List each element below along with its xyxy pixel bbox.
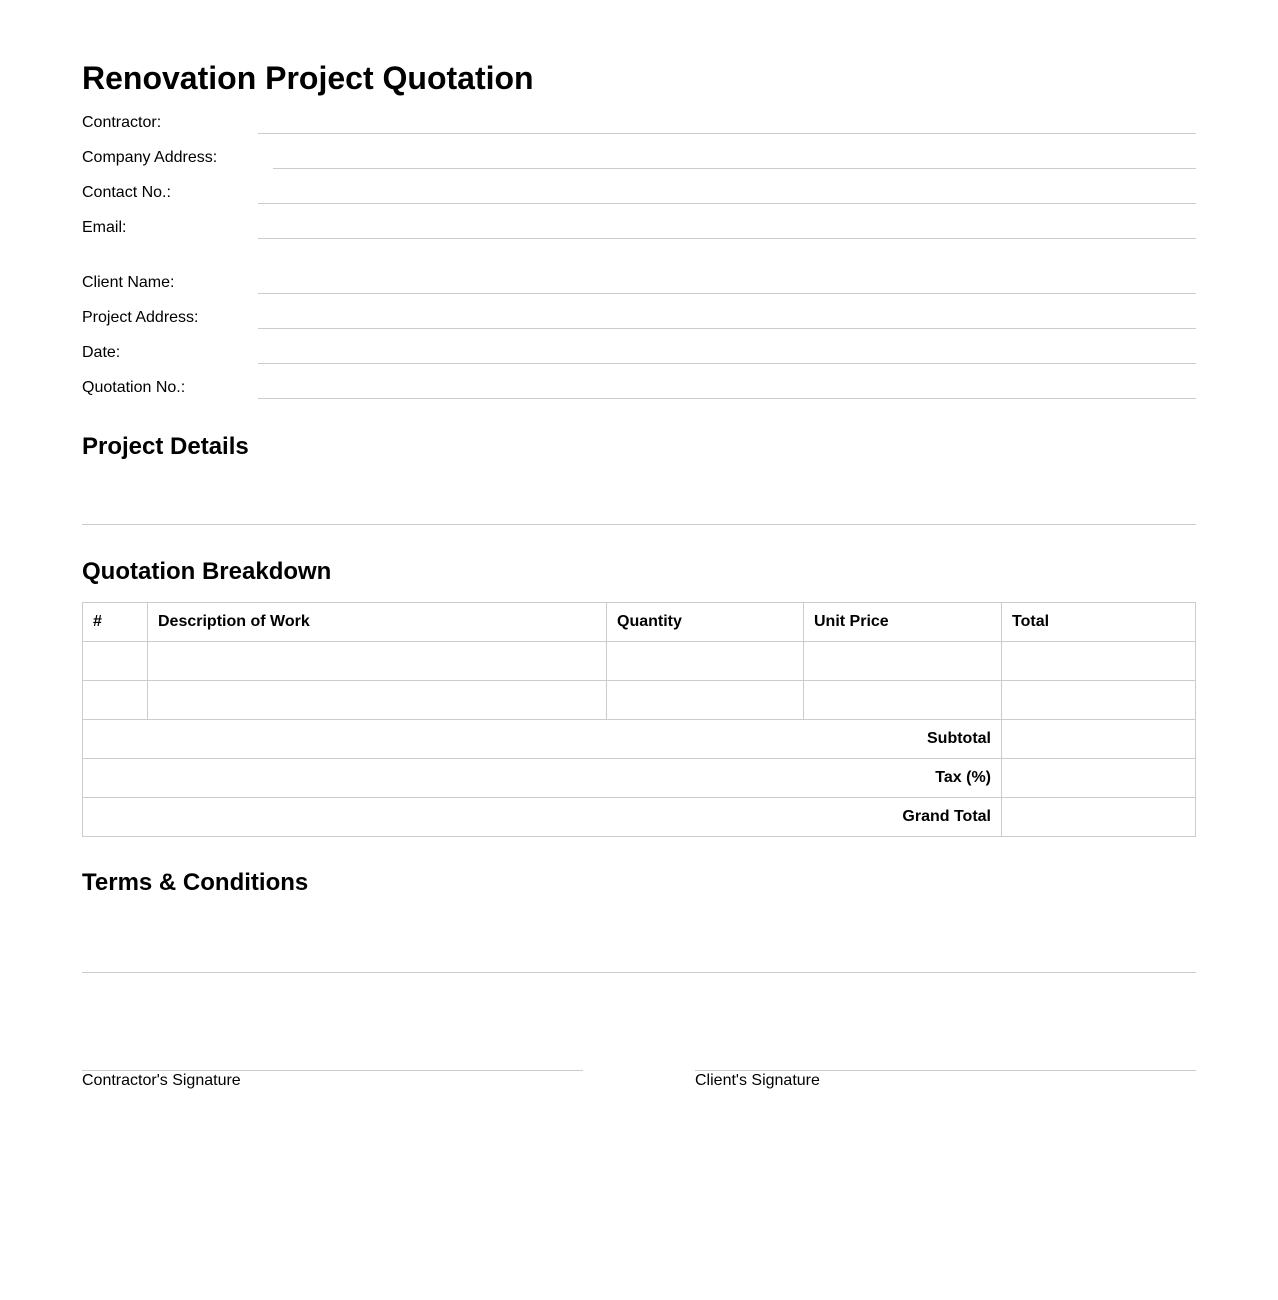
terms-area[interactable] <box>82 972 1196 973</box>
tax-value[interactable] <box>1002 759 1196 798</box>
field-label: Date: <box>82 344 121 361</box>
table-row <box>83 642 1196 681</box>
grand-total-value[interactable] <box>1002 798 1196 837</box>
grand-total-row <box>83 798 1196 837</box>
field-label: Client Name: <box>82 274 175 291</box>
project-details-heading: Project Details <box>82 433 249 460</box>
grand-total-label: Grand Total <box>83 798 1002 837</box>
col-header-total: Total <box>1002 603 1196 642</box>
quotation-table <box>82 602 1196 837</box>
project-details-area[interactable] <box>82 524 1196 525</box>
col-header-number: # <box>83 603 148 642</box>
field-label: Quotation No.: <box>82 379 186 396</box>
subtotal-row <box>83 720 1196 759</box>
quotation-no-input-line[interactable] <box>258 398 1196 399</box>
cell-unit-price[interactable] <box>804 681 1002 720</box>
contact-no-input-line[interactable] <box>258 203 1196 204</box>
field-client-name <box>82 273 1196 308</box>
field-contact-no <box>82 183 1196 218</box>
cell-total[interactable] <box>1002 642 1196 681</box>
field-contractor <box>82 113 1196 148</box>
cell-quantity[interactable] <box>607 642 804 681</box>
col-header-description: Description of Work <box>148 603 607 642</box>
field-quotation-no <box>82 378 1196 413</box>
cell-total[interactable] <box>1002 681 1196 720</box>
project-address-input-line[interactable] <box>258 328 1196 329</box>
field-company-address <box>82 148 1196 183</box>
cell-description[interactable] <box>148 642 607 681</box>
contractor-signature-line[interactable] <box>82 1070 583 1091</box>
client-signature-line[interactable] <box>695 1070 1196 1091</box>
field-label: Company Address: <box>82 149 218 166</box>
col-header-unit-price: Unit Price <box>804 603 1002 642</box>
field-label: Contractor: <box>82 114 162 131</box>
tax-row <box>83 759 1196 798</box>
cell-unit-price[interactable] <box>804 642 1002 681</box>
contractor-input-line[interactable] <box>258 133 1196 134</box>
field-project-address <box>82 308 1196 343</box>
table-header-row <box>83 603 1196 642</box>
contractor-signature-label: Contractor's Signature <box>82 1072 241 1089</box>
company-address-input-line[interactable] <box>273 168 1196 169</box>
field-label: Contact No.: <box>82 184 171 201</box>
cell-number[interactable] <box>83 642 148 681</box>
terms-heading: Terms & Conditions <box>82 869 309 896</box>
field-label: Email: <box>82 219 127 236</box>
table-row <box>83 681 1196 720</box>
client-signature-label: Client's Signature <box>695 1072 820 1089</box>
page-title: Renovation Project Quotation <box>82 60 534 96</box>
client-name-input-line[interactable] <box>258 293 1196 294</box>
subtotal-value[interactable] <box>1002 720 1196 759</box>
quotation-breakdown-heading: Quotation Breakdown <box>82 558 332 585</box>
subtotal-label: Subtotal <box>83 720 1002 759</box>
tax-label: Tax (%) <box>83 759 1002 798</box>
field-email <box>82 218 1196 253</box>
cell-number[interactable] <box>83 681 148 720</box>
cell-description[interactable] <box>148 681 607 720</box>
field-label: Project Address: <box>82 309 199 326</box>
col-header-quantity: Quantity <box>607 603 804 642</box>
email-input-line[interactable] <box>258 238 1196 239</box>
date-input-line[interactable] <box>258 363 1196 364</box>
field-date <box>82 343 1196 378</box>
cell-quantity[interactable] <box>607 681 804 720</box>
